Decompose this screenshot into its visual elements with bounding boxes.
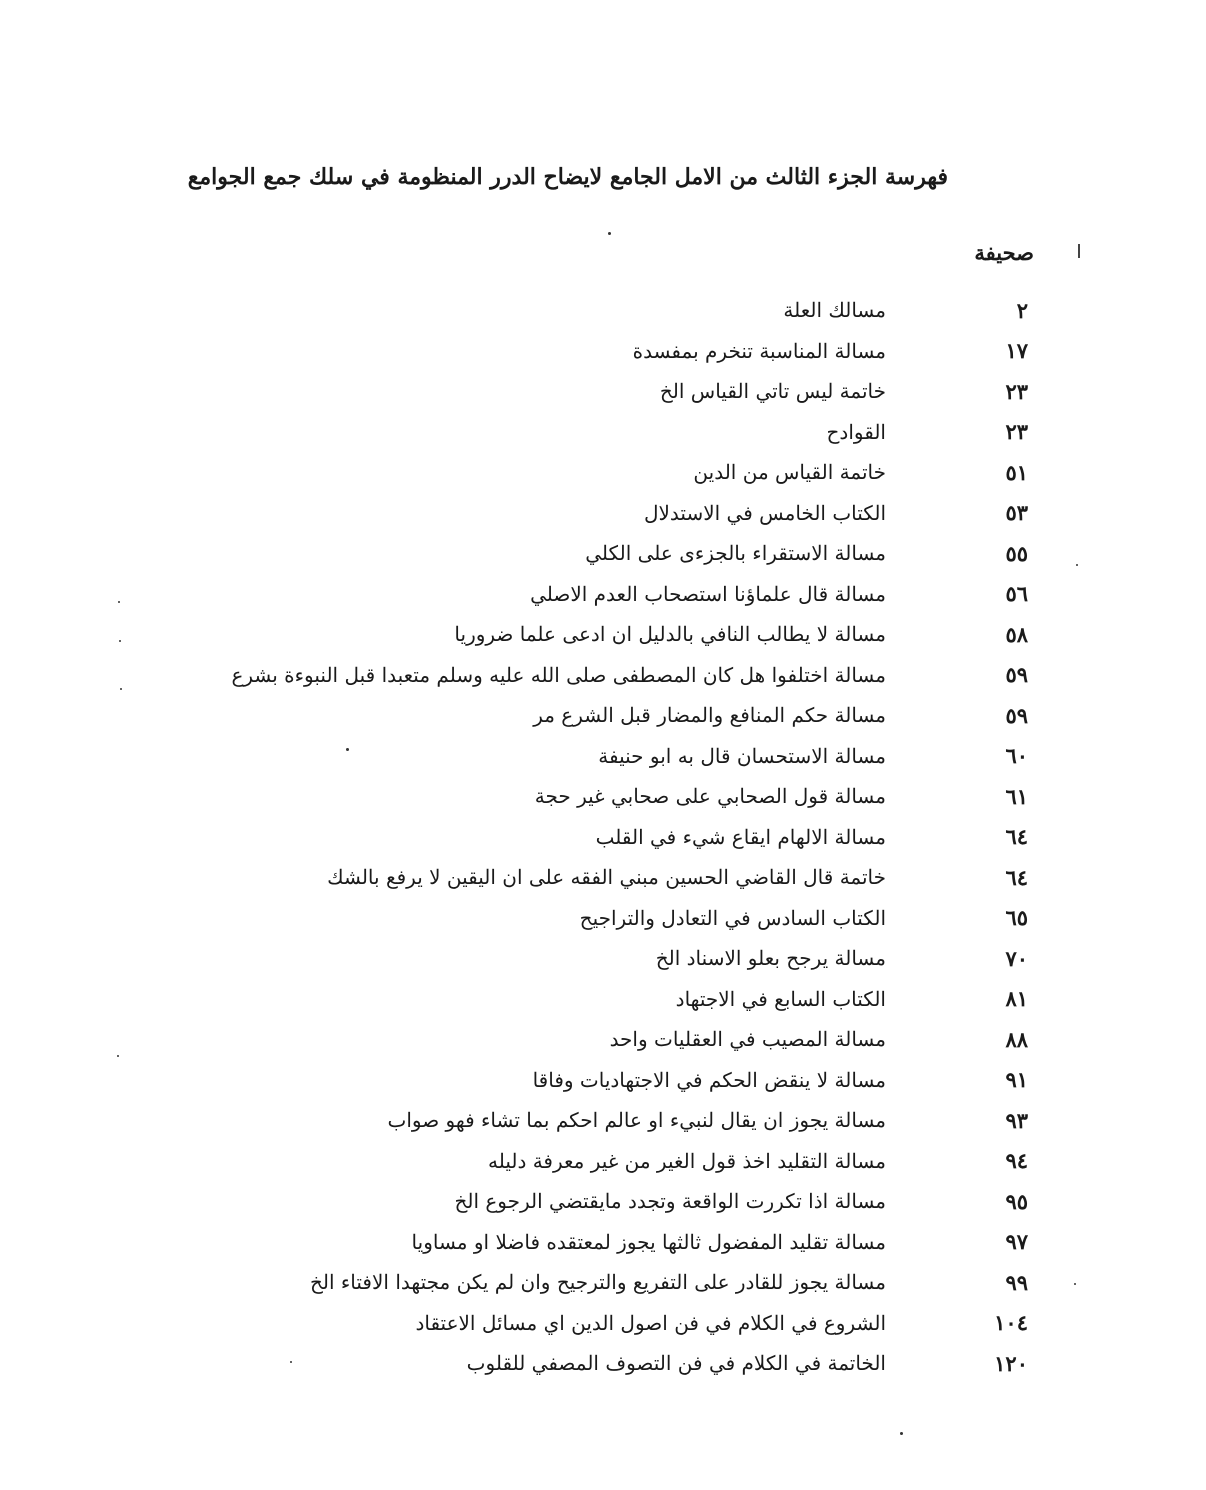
toc-row	[128, 493, 1028, 534]
scan-speck	[120, 688, 122, 690]
toc-row	[128, 574, 1028, 615]
toc-row	[128, 655, 1028, 696]
page-column-header: صحيفة	[974, 240, 1034, 265]
toc-page-number: ٢٣	[1005, 378, 1028, 404]
toc-entry-text: مسالة التقليد اخذ قول الغير من غير معرفة دليله	[487, 1148, 886, 1173]
toc-entry-text: مسالة المصيب في العقليات واحد	[609, 1027, 886, 1052]
toc-page-number: ٥٦	[1005, 581, 1028, 607]
toc-entry-text: مسالة الاستحسان قال به ابو حنيفة	[598, 743, 886, 768]
toc-page-number: ٩٥	[1005, 1188, 1028, 1214]
toc-row	[128, 1019, 1028, 1060]
toc-page-number: ٢٣	[1005, 419, 1028, 445]
page-title: فهرسة الجزء الثالث من الامل الجامع لايضاح الدرر المنظومة في سلك جمع الجوامع	[187, 164, 948, 190]
toc-page-number: ٥١	[1005, 459, 1028, 485]
toc-entry-text: خاتمة القياس من الدين	[693, 460, 886, 485]
scan-speck	[290, 1361, 292, 1363]
toc-row	[128, 1060, 1028, 1101]
toc-page-number: ٨١	[1005, 986, 1028, 1012]
toc-entry-text: مسالة الاستقراء بالجزءى على الكلي	[585, 541, 886, 566]
toc-entry-text: الخاتمة في الكلام في فن التصوف المصفي للقلوب	[466, 1351, 886, 1376]
scan-speck	[346, 748, 349, 751]
toc-entry-text: مسالة قال علماؤنا استصحاب العدم الاصلي	[530, 581, 886, 606]
toc-page-number: ٦٤	[1005, 824, 1028, 850]
scan-speck	[119, 640, 121, 642]
toc-entry-text: مسالة اختلفوا هل كان المصطفى صلى الله عليه وسلم متعبدا قبل النبوءة بشرع	[231, 662, 886, 687]
toc-entry-text: الكتاب الخامس في الاستدلال	[643, 500, 886, 525]
toc-page-number: ٩١	[1005, 1067, 1028, 1093]
toc-page-number: ١٧	[1005, 338, 1028, 364]
toc-row	[128, 857, 1028, 898]
toc-entry-text: الكتاب السادس في التعادل والتراجيح	[579, 905, 886, 930]
toc-entry-text: مسالة يجوز ان يقال لنبيء او عالم احكم بما تشاء فهو صواب	[387, 1108, 886, 1133]
toc-row	[128, 412, 1028, 453]
toc-page-number: ٥٨	[1005, 621, 1028, 647]
toc-entry-text: مسالك العلة	[783, 298, 886, 323]
scan-speck	[117, 1055, 119, 1057]
toc-row	[128, 898, 1028, 939]
toc-row	[128, 1222, 1028, 1263]
toc-page-number: ٨٨	[1005, 1026, 1028, 1052]
toc-page-number: ٥٥	[1005, 540, 1028, 566]
toc-row	[128, 1303, 1028, 1344]
toc-row	[128, 979, 1028, 1020]
toc-row	[128, 1100, 1028, 1141]
scan-speck	[1076, 564, 1078, 566]
toc-entry-text: الكتاب السابع في الاجتهاد	[675, 986, 886, 1011]
toc-page-number: ٦١	[1005, 783, 1028, 809]
scan-speck	[118, 601, 120, 603]
toc-entry-text: الشروع في الكلام في فن اصول الدين اي مسائل الاعتقاد	[415, 1310, 886, 1335]
toc-entry-text: مسالة حكم المنافع والمضار قبل الشرع مر	[533, 703, 886, 728]
toc-row	[128, 1343, 1028, 1384]
toc-row	[128, 1141, 1028, 1182]
toc-entry-text: مسالة لا يطالب النافي بالدليل ان ادعى علما ضروريا	[454, 622, 886, 647]
toc-page-number: ٧٠	[1005, 945, 1028, 971]
table-of-contents	[128, 290, 1028, 1384]
toc-row	[128, 736, 1028, 777]
toc-row	[128, 817, 1028, 858]
scan-mark	[1078, 244, 1080, 258]
toc-entry-text: مسالة يجوز للقادر على التفريع والترجيح وان لم يكن مجتهدا الافتاء الخ	[309, 1270, 886, 1295]
toc-entry-text: خاتمة ليس تاتي القياس الخ	[659, 379, 886, 404]
toc-page-number: ٥٩	[1005, 662, 1028, 688]
toc-entry-text: القوادح	[826, 419, 886, 444]
toc-entry-text: مسالة تقليد المفضول ثالثها يجوز لمعتقده فاضلا او مساويا	[411, 1229, 886, 1254]
toc-entry-text: مسالة لا ينقض الحكم في الاجتهاديات وفاقا	[532, 1067, 886, 1092]
toc-entry-text: مسالة قول الصحابي على صحابي غير حجة	[534, 784, 886, 809]
toc-row	[128, 290, 1028, 331]
toc-entry-text: مسالة الالهام ايقاع شيء في القلب	[595, 824, 886, 849]
toc-row	[128, 614, 1028, 655]
toc-page-number: ٢	[1016, 297, 1028, 323]
toc-row	[128, 533, 1028, 574]
toc-row	[128, 938, 1028, 979]
toc-page-number: ٩٩	[1005, 1269, 1028, 1295]
toc-entry-text: خاتمة قال القاضي الحسين مبني الفقه على ان اليقين لا يرفع بالشك	[327, 865, 886, 890]
scan-speck	[608, 232, 611, 235]
toc-row	[128, 776, 1028, 817]
toc-page-number: ٥٣	[1005, 500, 1028, 526]
toc-row	[128, 331, 1028, 372]
toc-page-number: ٩٣	[1005, 1107, 1028, 1133]
toc-row	[128, 452, 1028, 493]
toc-row	[128, 371, 1028, 412]
toc-page-number: ٦٤	[1005, 864, 1028, 890]
toc-page-number: ٩٤	[1005, 1148, 1028, 1174]
toc-entry-text: مسالة يرجح بعلو الاسناد الخ	[655, 946, 886, 971]
toc-page-number: ٩٧	[1005, 1229, 1028, 1255]
scan-speck	[1074, 1283, 1076, 1285]
toc-page-number: ٥٩	[1005, 702, 1028, 728]
toc-page-number: ١٠٤	[994, 1310, 1028, 1336]
scan-speck	[900, 1432, 903, 1435]
toc-entry-text: مسالة اذا تكررت الواقعة وتجدد مايقتضي الرجوع الخ	[454, 1189, 886, 1214]
toc-row	[128, 695, 1028, 736]
toc-row	[128, 1262, 1028, 1303]
toc-page-number: ٦٥	[1005, 905, 1028, 931]
toc-page-number: ١٢٠	[994, 1350, 1028, 1376]
toc-entry-text: مسالة المناسبة تنخرم بمفسدة	[632, 338, 886, 363]
toc-page-number: ٦٠	[1005, 743, 1028, 769]
toc-row	[128, 1181, 1028, 1222]
